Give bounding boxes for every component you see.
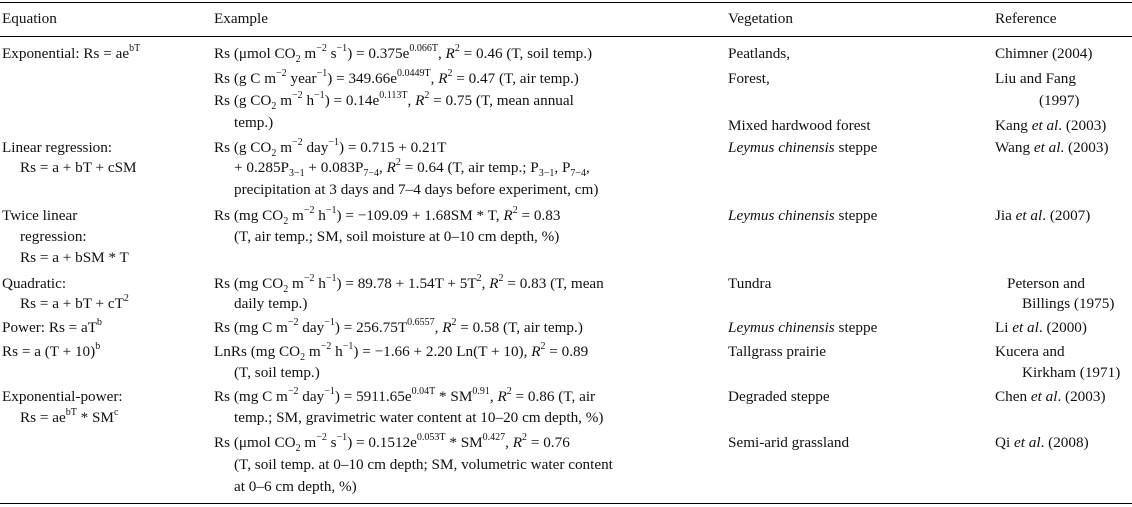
vegetation-mixed-hardwood: Mixed hardwood forest	[728, 117, 871, 134]
equation-exp-power-1: Exponential-power:	[2, 388, 123, 405]
example-semiarid-2: (T, soil temp. at 0–10 cm depth; SM, volumetric water content	[234, 456, 613, 473]
example-quadratic-1: Rs (mg $CO_2$ $m^{-2}$ $h^{-1}) = 89.78 + 1.54T + 5T^2$, $R^2 = 0.83$ (T, mean	[214, 272, 604, 296]
vegetation-peatlands: Peatlands,	[728, 45, 791, 62]
reference-li: Li et al. (2000)	[995, 319, 1087, 336]
equation-linear-1: Linear regression:	[2, 139, 113, 156]
equation-twice-linear-3: Rs = a + bSM * T	[20, 249, 129, 266]
top-rule	[0, 2, 1132, 3]
reference-peterson-2: Billings (1975)	[1022, 295, 1115, 312]
example-tallgrass-1: LnRs (mg $CO_2$ $m^{-2}$ $h^{-1}) = -1.66 + 2.20$ Ln(T + 10), $R^2 = 0.89$	[214, 340, 589, 364]
example-tallgrass-2: (T, soil temp.)	[234, 364, 320, 381]
reference-kucera-2: Kirkham (1971)	[1022, 364, 1121, 381]
example-peatlands: Rs (μmol $CO_2$ $m^{-2}$ $s^{-1}) = 0.375e^{0.066T}$, $R^2 = 0.46$ (T, soil temp.)	[214, 42, 593, 66]
equation-exp-power-2: $Rs = ae^{bT} * SM^c$	[20, 406, 119, 426]
reference-peterson-1: Peterson and	[1007, 275, 1086, 292]
example-degraded-2: temp.; SM, gravimetric water content at 10–20 cm depth, %)	[234, 409, 604, 426]
example-twice-linear-1: Rs (mg $CO_2$ $m^{-2}$ $h^{-1}) = -109.09 + 1.68SM * T$, $R^2 = 0.83$	[214, 204, 561, 228]
reference-jia: Jia et al. (2007)	[995, 207, 1091, 224]
header-example: Example	[214, 10, 268, 27]
vegetation-tallgrass: Tallgrass prairie	[728, 343, 827, 360]
vegetation-forest: Forest,	[728, 70, 770, 87]
vegetation-tundra: Tundra	[728, 275, 772, 292]
example-mixed-hardwood: Rs (g $CO_2$ $m^{-2}$ $h^{-1}) = 0.14e^{0.113T}$, $R^2 = 0.75$ (T, mean annual	[214, 89, 574, 113]
reference-kang: Kang et al. (2003)	[995, 117, 1107, 134]
equation-linear-2: Rs = a + bT + cSM	[20, 159, 137, 176]
equation-quadratic-1: Quadratic:	[2, 275, 67, 292]
header-vegetation: Vegetation	[728, 10, 793, 27]
equation-power: Power: $Rs = aT^b$	[2, 316, 103, 336]
equation-twice-linear-2: regression:	[20, 228, 87, 245]
example-linear-1: Rs (g $CO_2$ $m^{-2}$ day$^{-1}$) = 0.715 + 0.21T	[214, 136, 447, 160]
equation-quadratic-2: Rs = a + bT + $cT^2$	[20, 292, 129, 312]
reference-chen: Chen et al. (2003)	[995, 388, 1106, 405]
example-twice-linear-2: (T, air temp.; SM, soil moisture at 0–10 cm depth, %)	[234, 228, 560, 245]
reference-liu-fang-1: Liu and Fang	[995, 70, 1076, 87]
reference-qi: Qi et al. (2008)	[995, 434, 1089, 451]
reference-liu-fang-2: (1997)	[1039, 92, 1080, 109]
header-rule	[0, 36, 1132, 37]
vegetation-leymus-3: Leymus chinensis steppe	[728, 319, 878, 336]
header-equation: Equation	[2, 10, 57, 27]
example-forest: Rs (g C $m^{-2}$ year$^{-1}$) = $349.66e^{0.0449T}$, $R^2 = 0.47$ (T, air temp.)	[214, 67, 579, 87]
header-reference: Reference	[995, 10, 1057, 27]
vegetation-leymus-1: Leymus chinensis steppe	[728, 139, 878, 156]
vegetation-leymus-2: Leymus chinensis steppe	[728, 207, 878, 224]
equation-twice-linear-1: Twice linear	[2, 207, 78, 224]
example-linear-2: + $0.285P_{3-1} + 0.083P_{7-4}$, $R^2 = 0.64$ (T, air temp.; $P_{3-1}$, $P_{7-4}$,	[234, 156, 590, 180]
vegetation-degraded: Degraded steppe	[728, 388, 830, 405]
bottom-rule	[0, 503, 1132, 504]
vegetation-semiarid: Semi-arid grassland	[728, 434, 850, 451]
example-quadratic-2: daily temp.)	[234, 295, 308, 312]
example-semiarid-3: at 0–6 cm depth, %)	[234, 478, 357, 495]
example-degraded-1: Rs (mg C $m^{-2}$ $day^{-1}) = 5911.65e^{0.04T} * SM^{0.91}$, $R^2 = 0.86$ (T, air	[214, 385, 596, 405]
reference-wang: Wang et al. (2003)	[995, 139, 1109, 156]
example-power: Rs (mg C $m^{-2}$ $day^{-1}) = 256.75T^{0.6557}$, $R^2 = 0.58$ (T, air temp.)	[214, 316, 583, 336]
example-mixed-hardwood-cont: temp.)	[234, 114, 274, 131]
example-linear-3: precipitation at 3 days and 7–4 days before experiment, cm)	[234, 181, 599, 198]
example-semiarid-1: Rs (μmol $CO_2$ $m^{-2}$ $s^{-1}) = 0.1512e^{0.053T} * SM^{0.427}$, $R^2 = 0.76$	[214, 431, 570, 455]
reference-kucera-1: Kucera and	[995, 343, 1065, 360]
equation-power-offset: Rs = a $(T + 10)^b$	[2, 340, 101, 360]
equation-exponential: Exponential: $Rs = ae^{bT}$	[2, 42, 141, 62]
reference-chimner: Chimner (2004)	[995, 45, 1093, 62]
